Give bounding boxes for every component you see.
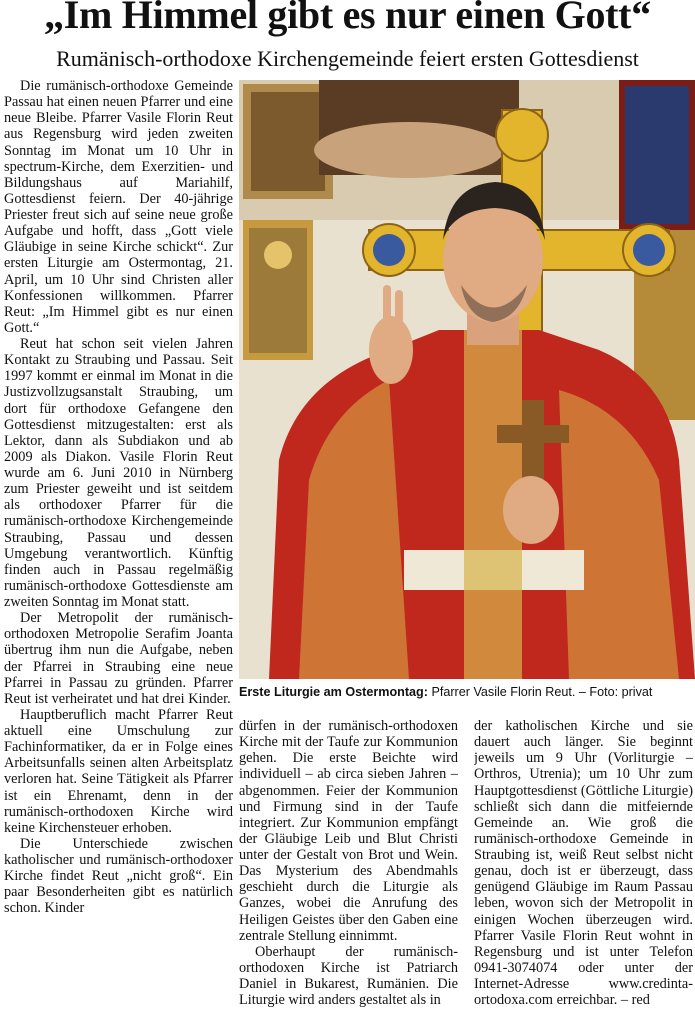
article-column-3 [474, 718, 693, 1024]
article-column-1 [4, 78, 233, 1024]
headline: „Im Himmel gibt es nur einen Gott“ [44, 0, 651, 37]
article-column-2 [239, 718, 458, 1024]
paragraph: Die Unterschiede zwischen katholischer und rumänisch-orthodoxer Kirche findet Reut „nicht groß“. Ein paar Besonderheiten gibt es natürlich schon. Kinder [4, 835, 233, 917]
caption-text: Pfarrer Vasile Florin Reut. – Foto: privat [427, 685, 653, 699]
paragraph: Oberhaupt der rumänisch-orthodoxen Kirche ist Patriarch Daniel in Bukarest, Rumänien. Die Liturgie wird anders gestaltet als in [239, 943, 458, 1009]
paragraph: Reut hat schon seit vielen Jahren Kontakt zu Straubing und Passau. Seit 1997 kommt er einmal im Monat in die Justizvollzugsanstalt Straubing, um dort für orthodoxe Gefangene den Gottesdienst mitzugestalten: erst als Lektor, dann als Subdiakon und ab 2009 als Diakon. Vasile Florin Reut wurde am 6. Juni 2010 in Nürnberg zum Priester geweiht und ist seitdem als orthodoxer Pfarrer für die rumänisch-orthodoxe Kirchengemeinde Straubing, Passau und dessen Umgebung verantwortlich. Künftig finden auch in Passau regelmäßig rumänisch-orthodoxe Gottesdienste am zweiten Sonntag im Monat statt. [4, 336, 233, 610]
priest-photo [239, 80, 695, 679]
paragraph: Die rumänisch-orthodoxe Gemeinde Passau hat einen neuen Pfarrer und eine neue Bleibe. Pfarrer Vasile Florin Reut aus Regensburg wird jeden zweiten Sonntag im Monat um 10 Uhr in spectrum-Kirche, dem Exerzitien- und Bildungshaus auf Mariahilf, Gottesdienst feiern. Der 40-jährige Priester freut sich auf seine neue große Aufgabe und hofft, dass „Gott viele Gläubige in seine Kirche schickt“. Zur ersten Liturgie am Ostermontag, 21. April, um 10 Uhr sind Christen aller Konfessionen willkommen. Pfarrer Reut: „Im Himmel gibt es nur einen Gott.“ [4, 78, 233, 336]
photo-illustration [239, 80, 695, 679]
paragraph: Hauptberuflich macht Pfarrer Reut aktuell eine Umschulung zur Fachinformatiker, da er in Folge eines Arbeitsunfalls seinen alten Arbeitsplatz verloren hat. Seine Tätigkeit als Pfarrer ist ein Ehrenamt, denn in der rumänisch-orthodoxen Kirche wird keine Kirchensteuer erhoben. [4, 706, 233, 836]
paragraph: Der Metropolit der rumänisch-orthodoxen Metropolie Serafim Joanta übertrug ihm nun die Aufgabe, neben der Pfarrei in Straubing eine neue Pfarrei in Passau zu gründen. Pfarrer Reut ist verheiratet und hat drei Kinder. [4, 610, 233, 707]
photo-caption [239, 683, 695, 701]
paragraph: der katholischen Kirche und sie dauert auch länger. Sie beginnt jeweils um 9 Uhr (Vorliturgie – Orthros, Utrenia); um 10 Uhr zum Hauptgottesdienst (Göttliche Liturgie) schließt sich dann die mitfeiernde Gemeinde an. Wie groß die rumänisch-orthodoxe Gemeinde in Straubing ist, weiß Reut selbst nicht genau, doch ist er überzeugt, dass genügend Gläubige im Raum Passau leben, wovon sich der Metropolit in einigen Wochen überzeugen wird. Pfarrer Vasile Florin Reut wohnt in Regensburg und ist unter Telefon 0941-3074074 oder unter der Internet-Adresse www.credinta-ortodoxa.com erreichbar. – red [474, 718, 693, 1009]
subheadline: Rumänisch-orthodoxe Kirchengemeinde feiert ersten Gottesdienst [56, 46, 639, 71]
paragraph: dürfen in der rumänisch-orthodoxen Kirche mit der Taufe zur Kommunion gehen. Die erste Beichte wird individuell – ab circa sieben Jahren – abgenommen. Feier der Kommunion und Firmung sind in der Taufe integriert. Zur Kommunion empfängt der Gläubige Leib und Blut Christi unter der Gestalt von Brot und Wein. Das Mysterium des Abendmahls geschieht durch die Liturgie als Ganzes, wobei die Anrufung des Heiligen Geistes über den Gaben eine zentrale Stellung einnimmt. [239, 718, 458, 944]
caption-title: Erste Liturgie am Ostermontag: [239, 685, 428, 699]
